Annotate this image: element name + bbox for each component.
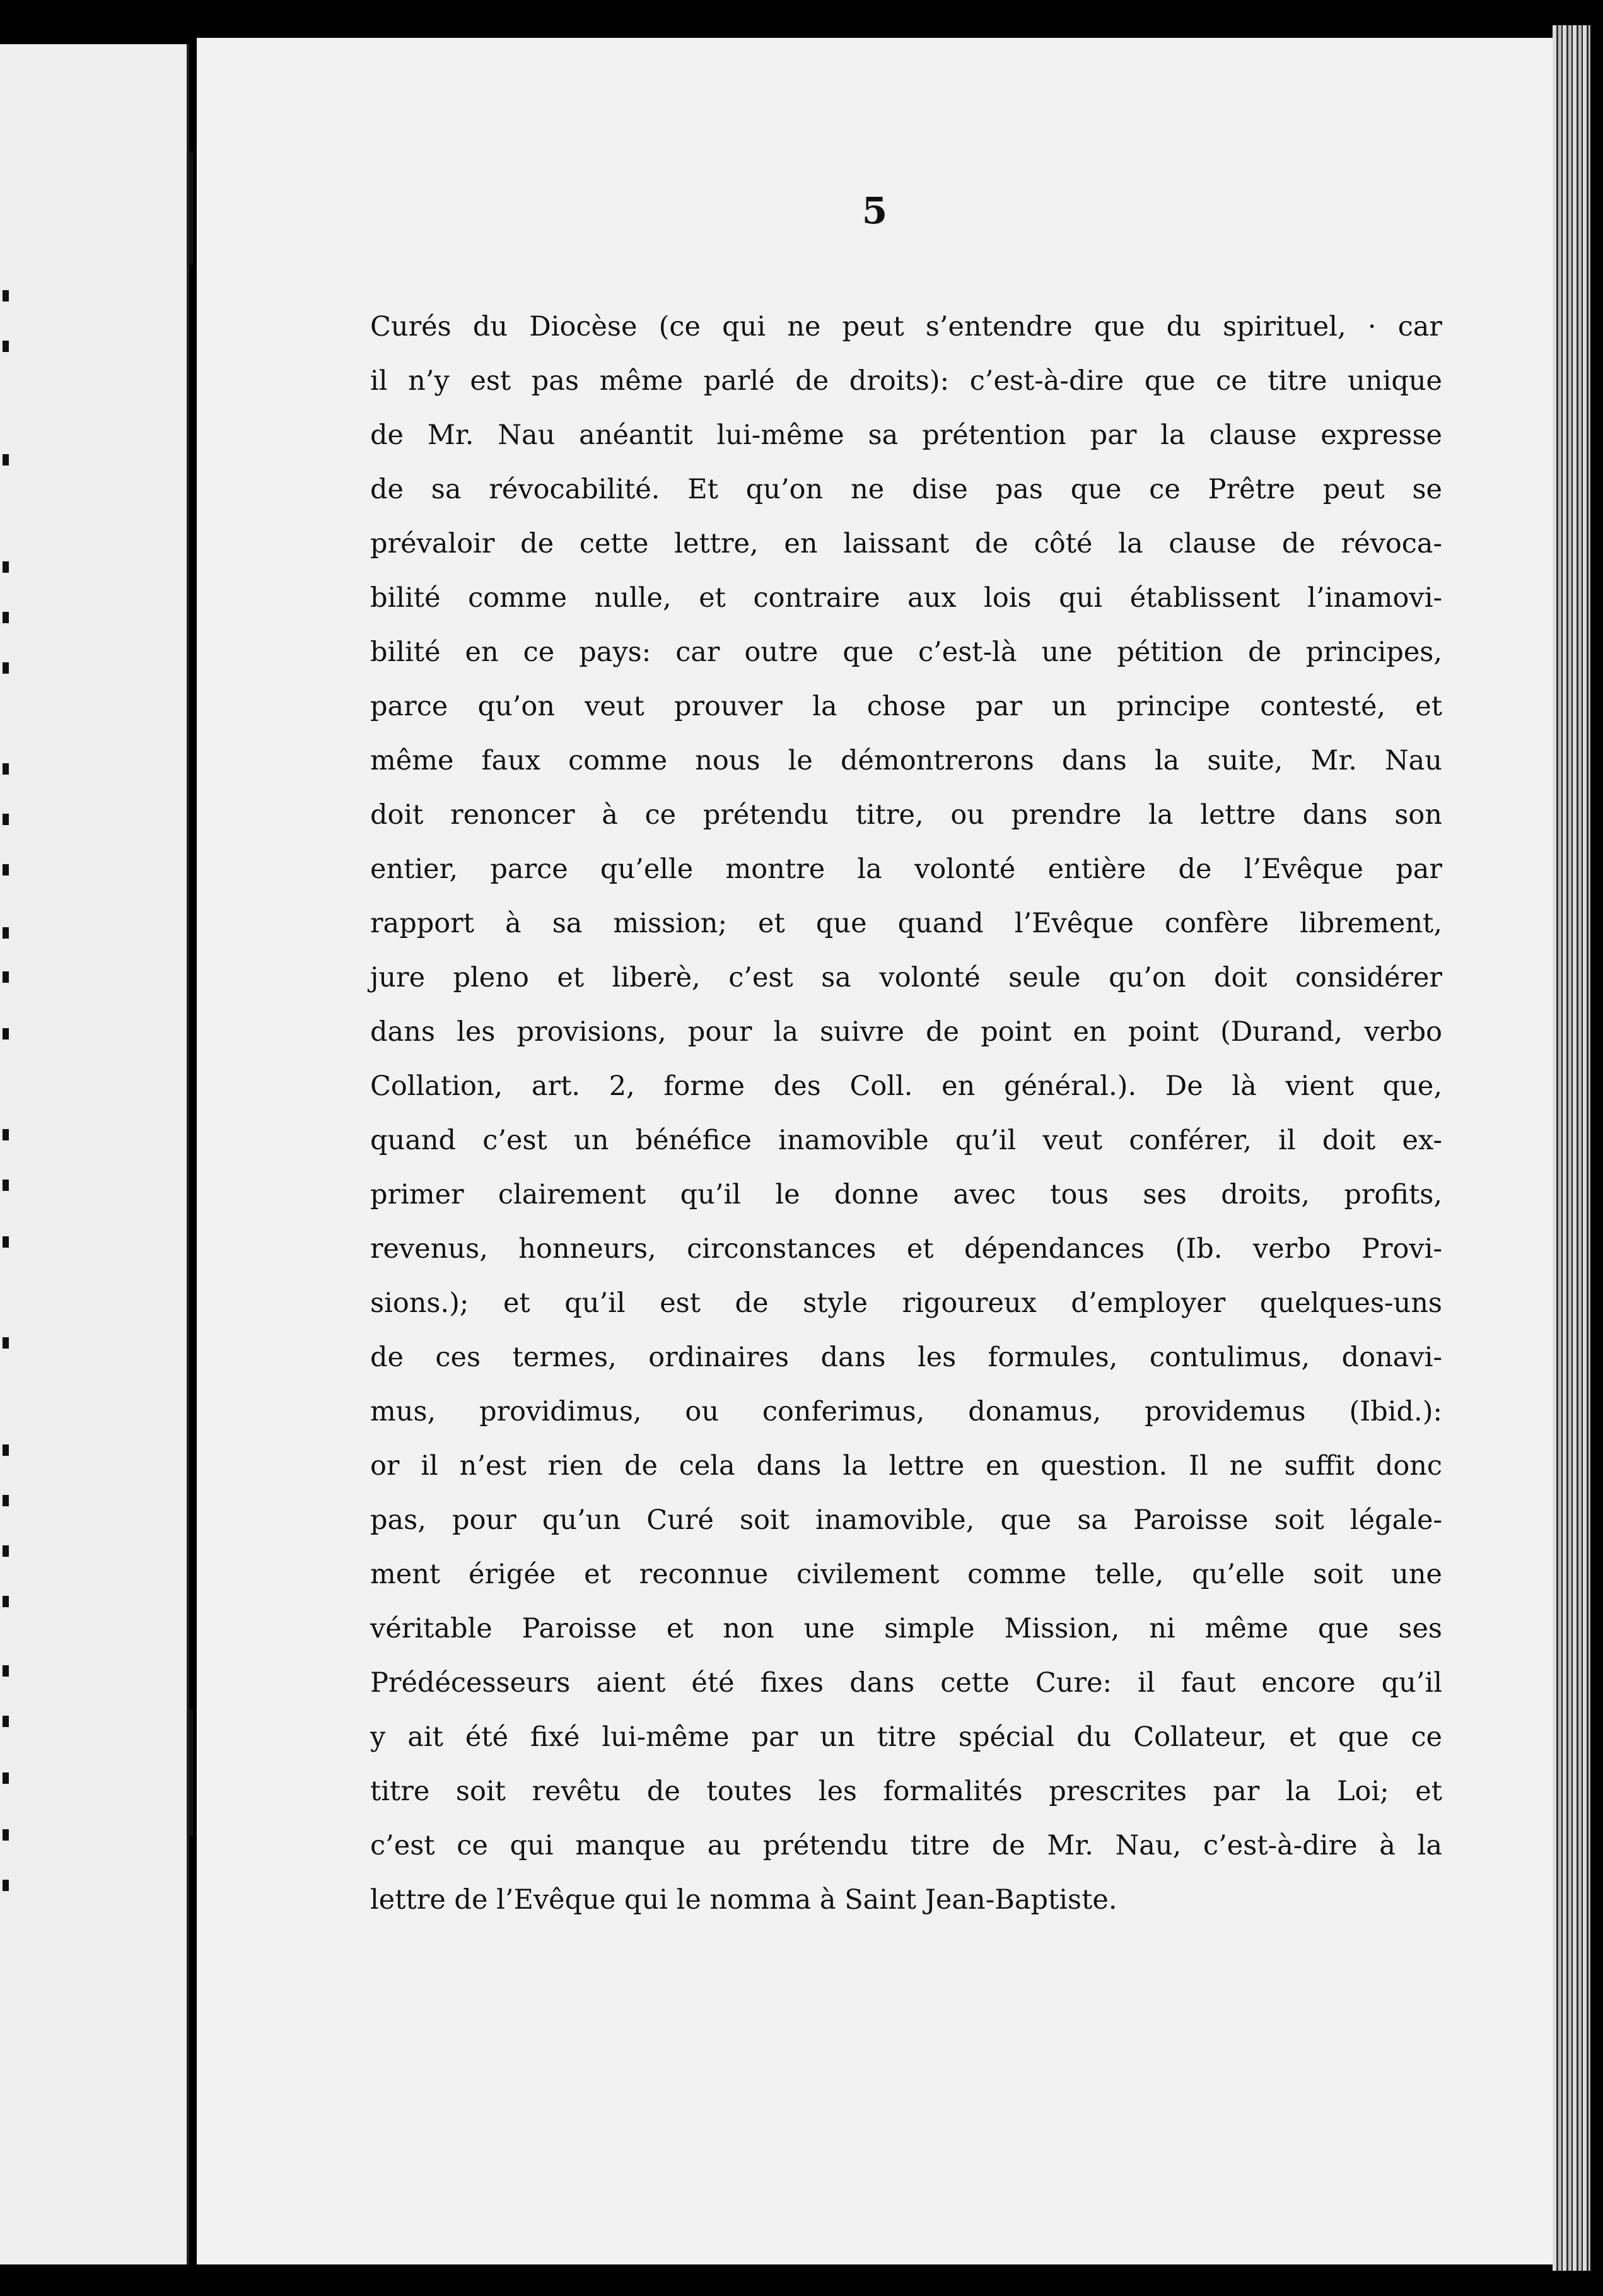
margin-letter-fragment: [3, 1129, 9, 1140]
margin-letter-fragment: [3, 1495, 9, 1506]
margin-letter-fragment: [3, 1028, 9, 1040]
margin-letter-fragment: [3, 927, 9, 939]
text-line: primer clairement qu’il le donne avec tous ses droits, profits,: [370, 1179, 1442, 1210]
margin-letter-fragment: [3, 1829, 9, 1841]
right-page: [197, 38, 1553, 2264]
margin-letter-fragment: [3, 1236, 9, 1248]
text-line: de ces termes, ordinaires dans les formules, contulimus, donavi-: [370, 1342, 1442, 1373]
margin-letter-fragment: [3, 814, 9, 825]
left-page-margin: [0, 44, 189, 2264]
margin-letter-fragment: [3, 1596, 9, 1607]
text-line: sions.); et qu’il est de style rigoureux d’employer quelques-uns: [370, 1287, 1442, 1319]
margin-letter-fragment: [3, 971, 9, 983]
text-line: rapport à sa mission; et que quand l’Evêque confère librement,: [370, 908, 1442, 939]
text-line: or il n’est rien de cela dans la lettre en question. Il ne suffit donc: [370, 1450, 1442, 1482]
gutter-shadow: [189, 1709, 193, 1836]
text-line: bilité en ce pays: car outre que c’est-là une pétition de principes,: [370, 636, 1442, 668]
text-line: doit renoncer à ce prétendu titre, ou prendre la lettre dans son: [370, 799, 1442, 831]
page-block-edge: [1553, 25, 1590, 2271]
margin-letter-fragment: [3, 341, 9, 352]
text-line: jure pleno et liberè, c’est sa volonté seule qu’on doit considérer: [370, 962, 1442, 993]
margin-letter-fragment: [3, 612, 9, 623]
text-line: prévaloir de cette lettre, en laissant de côté la clause de révoca-: [370, 528, 1442, 559]
text-line: lettre de l’Evêque qui le nomma à Saint Jean-Baptiste.: [370, 1884, 1117, 1916]
margin-letter-fragment: [3, 1772, 9, 1784]
margin-letter-fragment: [3, 454, 9, 466]
margin-letter-fragment: [3, 1880, 9, 1891]
margin-letter-fragment: [3, 662, 9, 674]
margin-letter-fragment: [3, 1180, 9, 1191]
text-line: Collation, art. 2, forme des Coll. en général.). De là vient que,: [370, 1070, 1442, 1102]
text-line: entier, parce qu’elle montre la volonté entière de l’Evêque par: [370, 853, 1442, 885]
margin-letter-fragment: [3, 864, 9, 876]
text-line: c’est ce qui manque au prétendu titre de Mr. Nau, c’est-à-dire à la: [370, 1830, 1442, 1861]
text-line: véritable Paroisse et non une simple Mission, ni même que ses: [370, 1613, 1442, 1644]
text-line: y ait été fixé lui-même par un titre spécial du Collateur, et que ce: [370, 1721, 1442, 1753]
margin-letter-fragment: [3, 1337, 9, 1349]
margin-letter-fragment: [3, 1665, 9, 1677]
text-line: Curés du Diocèse (ce qui ne peut s’entendre que du spirituel, · car: [370, 311, 1442, 343]
text-line: il n’y est pas même parlé de droits): c’est-à-dire que ce titre unique: [370, 365, 1442, 397]
text-line: de sa révocabilité. Et qu’on ne dise pas que ce Prêtre peut se: [370, 474, 1442, 505]
text-line: parce qu’on veut prouver la chose par un principe contesté, et: [370, 691, 1442, 722]
page-number: 5: [861, 189, 888, 232]
text-line: même faux comme nous le démontrerons dans la suite, Mr. Nau: [370, 745, 1442, 776]
text-line: Prédécesseurs aient été fixes dans cette Cure: il faut encore qu’il: [370, 1667, 1442, 1699]
text-line: titre soit revêtu de toutes les formalités prescrites par la Loi; et: [370, 1776, 1442, 1807]
text-line: revenus, honneurs, circonstances et dépendances (Ib. verbo Provi-: [370, 1233, 1442, 1265]
text-line: dans les provisions, pour la suivre de point en point (Durand, verbo: [370, 1016, 1442, 1048]
text-line: quand c’est un bénéfice inamovible qu’il veut conférer, il doit ex-: [370, 1125, 1442, 1156]
margin-letter-fragment: [3, 1545, 9, 1557]
text-line: pas, pour qu’un Curé soit inamovible, que sa Paroisse soit légale-: [370, 1504, 1442, 1536]
text-line: de Mr. Nau anéantit lui-même sa prétention par la clause expresse: [370, 419, 1442, 451]
gutter-shadow: [189, 151, 193, 265]
text-line: mus, providimus, ou conferimus, donamus, providemus (Ibid.):: [370, 1396, 1442, 1427]
margin-letter-fragment: [3, 561, 9, 573]
text-line: bilité comme nulle, et contraire aux lois qui établissent l’inamovi-: [370, 582, 1442, 614]
margin-letter-fragment: [3, 1716, 9, 1727]
text-line: ment érigée et reconnue civilement comme telle, qu’elle soit une: [370, 1559, 1442, 1590]
margin-letter-fragment: [3, 763, 9, 775]
margin-letter-fragment: [3, 1444, 9, 1456]
margin-letter-fragment: [3, 290, 9, 302]
body-paragraph: [370, 300, 1442, 1927]
